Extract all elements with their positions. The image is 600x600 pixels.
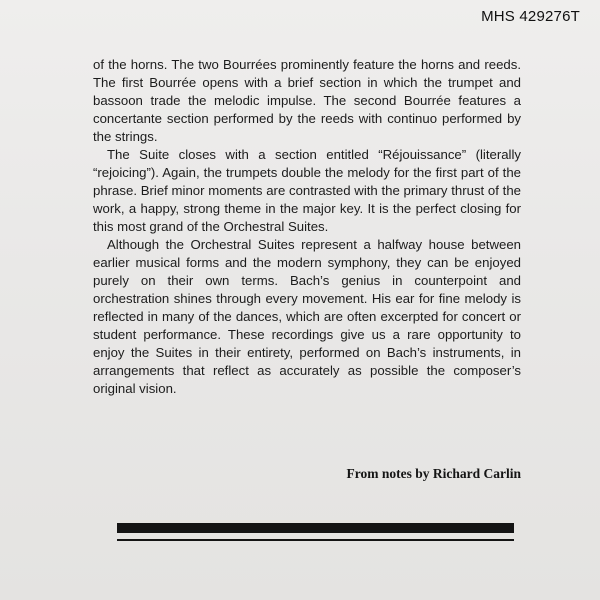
author-credit: From notes by Richard Carlin [346, 466, 521, 481]
paragraph-3: Although the Orchestral Suites represent a halfway house between earlier musical forms and the modern symphony, they can be enjoyed purely on their own terms. Bach’s genius in counterpoint and orchestration shines through every movement. His ear for fine melody is reflected in many of the dances, which are often excerpted for concert or student performance. These recordings give us a rare opportunity to enjoy the Suites in their entirety, performed on Bach’s instruments, in arrangements that reflect as accurately as possible the composer’s original vision. [93, 237, 521, 396]
liner-notes-text [93, 56, 521, 398]
catalog-number: MHS 429276T [481, 8, 580, 25]
paragraph-1: of the horns. The two Bourrées prominently feature the horns and reeds. The first Bourrée opens with a brief section in which the trumpet and bassoon trade the melodic impulse. The second Bourrée features a concertante section performed by the reeds with continuo performed by the strings. [93, 57, 521, 144]
decorative-rule-thick [117, 523, 514, 533]
decorative-rule-thin [117, 539, 514, 541]
paragraph-2: The Suite closes with a section entitled “Réjouissance” (literally “rejoicing”). Again, the trumpets double the melody for the first part of the phrase. Brief minor moments are contrasted with the primary thrust of the work, a happy, strong theme in the major key. It is the perfect closing for this most grand of the Orchestral Suites. [93, 147, 521, 234]
